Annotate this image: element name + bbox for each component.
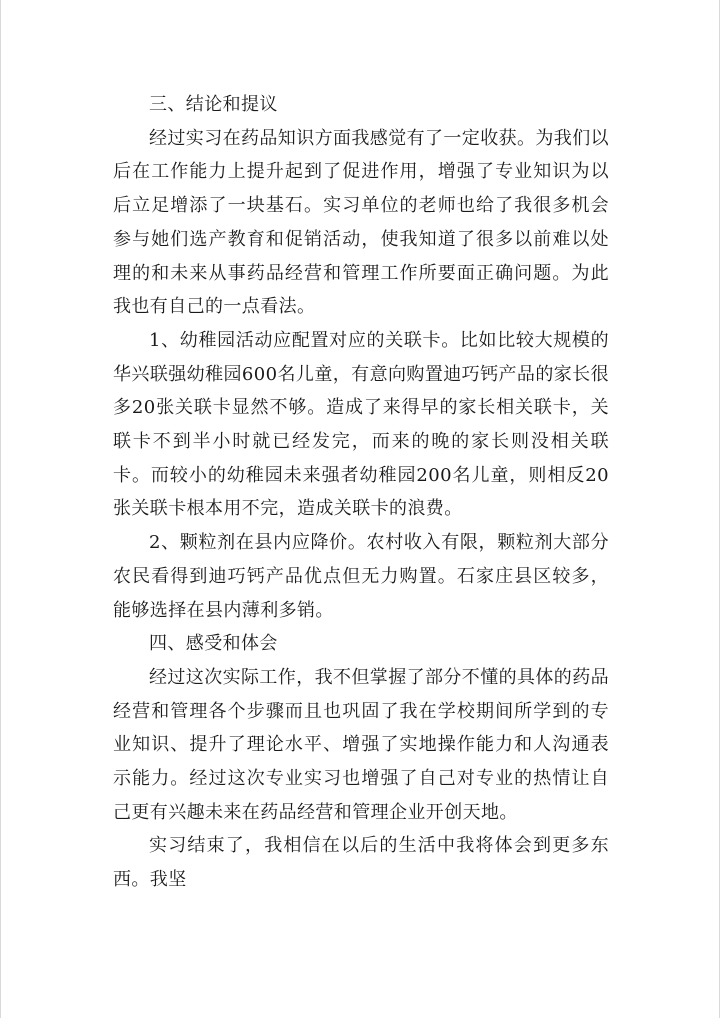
paragraph-suggestion-2: 2、颗粒剂在县内应降价。农村收入有限，颗粒剂大部分农民看得到迪巧钙产品优点但无力购置。石家庄县区较多，能够选择在县内薄利多销。	[113, 532, 609, 621]
paragraph-internship-gains: 经过实习在药品知识方面我感觉有了一定收获。为我们以后在工作能力上提升起到了促进作用，增强了专业知识为以后立足增添了一块基石。实习单位的老师也给了我很多机会参与她们选产教育和促销活动，使我知道了很多以前难以处理的和未来从事药品经营和管理工作所要面正确问题。为此我也有自己的一点看法。	[113, 127, 609, 318]
section-heading-reflection: 四、感受和体会	[149, 633, 278, 655]
paragraph-suggestion-1: 1、幼稚园活动应配置对应的关联卡。比如比较大规模的华兴联强幼稚园600名儿童，有意向购置迪巧钙产品的家长很多20张关联卡显然不够。造成了来得早的家长相关联卡，关联卡不到半小时就已经发完，而来的晚的家长则没相关联卡。而较小的幼稚园未来强者幼稚园200名儿童，则相反20张关联卡根本用不完，造成关联卡的浪费。	[113, 329, 609, 520]
paragraph-closing: 实习结束了，我相信在以后的生活中我将体会到更多东西。我坚	[113, 835, 609, 891]
document-body	[113, 88, 609, 897]
section-heading-conclusion: 三、结论和提议	[149, 94, 278, 115]
paragraph-reflection: 经过这次实际工作，我不但掌握了部分不懂的具体的药品经营和管理各个步骤而且也巩固了我在学校期间所学到的专业知识、提升了理论水平、增强了实地操作能力和人沟通表示能力。经过这次专业实习也增强了自己对专业的热情让自己更有兴趣未来在药品经营和管理企业开创天地。	[113, 666, 609, 823]
